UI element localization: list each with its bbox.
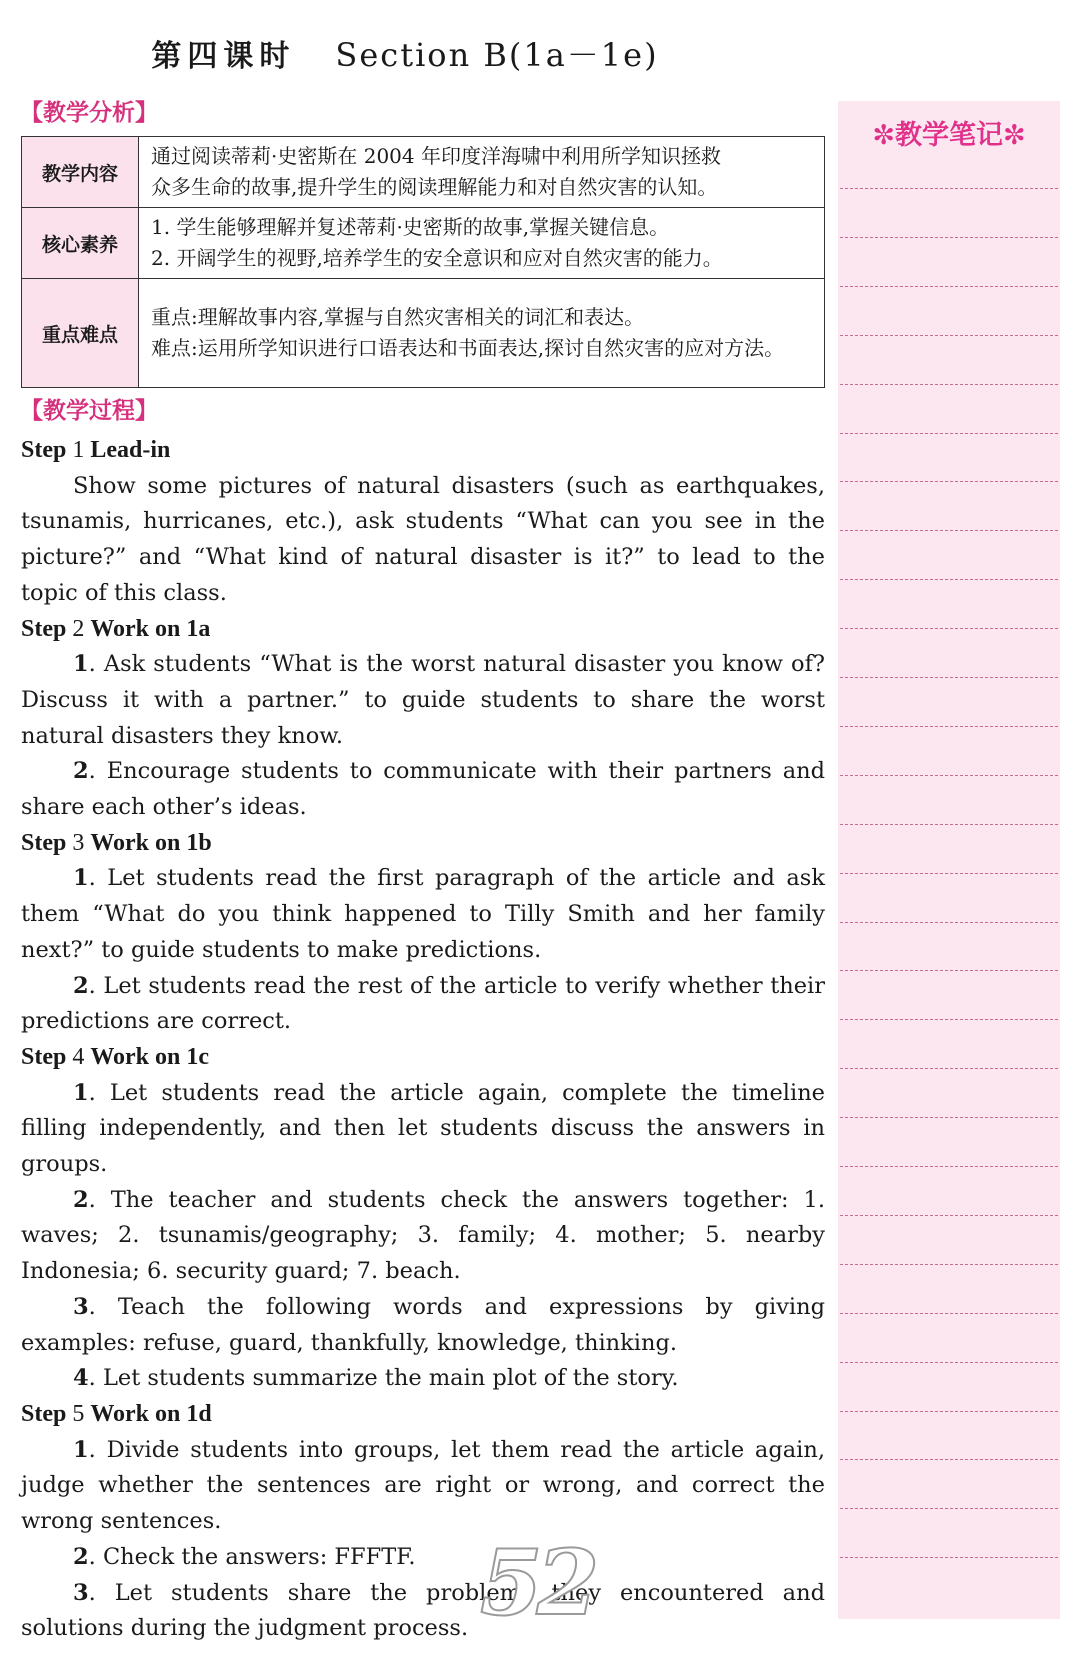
notes-line [840, 922, 1058, 923]
notes-line [840, 1215, 1058, 1216]
analysis-table [21, 136, 825, 388]
table-row [22, 137, 825, 208]
item-number: 2 [73, 1543, 89, 1570]
step-heading [21, 1040, 825, 1076]
page-number: 52 [480, 1530, 594, 1636]
notes-line [840, 188, 1058, 189]
notes-line [840, 873, 1058, 874]
notes-line [840, 1019, 1058, 1020]
item-number: 3 [73, 1293, 89, 1320]
notes-line [840, 1411, 1058, 1412]
notes-line [840, 1557, 1058, 1558]
step-heading [21, 1397, 825, 1433]
item-text: . The teacher and students check the answers together: 1. waves; 2. tsunamis/geography; 3. family; 4. mother; 5. nearby Indonesia; 6. security guard; 7. beach. [21, 1186, 825, 1285]
notes-line [840, 1264, 1058, 1265]
step-number: 1 [72, 437, 85, 463]
item-number: 3 [73, 1579, 89, 1606]
row-line: 通过阅读蒂莉·史密斯在 2004 年印度洋海啸中利用所学知识拯救 [151, 144, 721, 168]
step-paragraph [21, 754, 825, 825]
row-value [139, 208, 825, 279]
teaching-notes-column [838, 101, 1060, 1619]
notes-line [840, 726, 1058, 727]
step-paragraph [21, 861, 825, 968]
item-number: 2 [73, 758, 89, 785]
row-key: 重点难点 [22, 279, 139, 388]
notes-title: ✼教学笔记✼ [872, 120, 1026, 151]
table-row [22, 279, 825, 388]
step-paragraph [21, 1361, 825, 1397]
row-value [139, 279, 825, 388]
item-number: 1 [73, 1436, 89, 1463]
step-word: Step [21, 615, 67, 642]
notes-line [840, 824, 1058, 825]
notes-line [840, 433, 1058, 434]
item-text: . Let students share the problems they encountered and solutions during the judgment process. [21, 1579, 825, 1642]
step-heading [21, 826, 825, 862]
step-heading [21, 433, 825, 469]
step-number: 5 [72, 1400, 85, 1427]
item-text: . Ask students “What is the worst natural disaster you know of? Discuss it with a partner.” to guide students to share the worst natural disasters they know. [21, 651, 825, 749]
row-key: 核心素养 [22, 208, 139, 279]
step-paragraph [21, 1540, 825, 1576]
lesson-number: 第四课时 [151, 39, 296, 74]
step-title: Lead-in [90, 437, 171, 463]
notes-line [840, 286, 1058, 287]
row-line: 2. 开阔学生的视野,培养学生的安全意识和应对自然灾害的能力。 [151, 246, 723, 270]
notes-line [840, 1068, 1058, 1069]
row-key: 教学内容 [22, 137, 139, 208]
step-paragraph [21, 969, 825, 1040]
item-number: 4 [73, 1365, 89, 1392]
notes-line [840, 970, 1058, 971]
notes-line [840, 1166, 1058, 1167]
step-word: Step [21, 829, 67, 856]
notes-line [840, 579, 1058, 580]
notes-line [840, 628, 1058, 629]
notes-line [840, 530, 1058, 531]
step-word: Step [21, 1400, 67, 1427]
step-title: Work on 1b [90, 829, 212, 856]
step-number: 2 [72, 615, 85, 642]
step-title: Work on 1a [90, 615, 211, 642]
item-text: . Let students read the article again, complete the timeline filling independently, and then let students discuss the answers in groups. [21, 1079, 825, 1178]
row-line: 1. 学生能够理解并复述蒂莉·史密斯的故事,掌握关键信息。 [151, 215, 670, 239]
item-text: . Let students read the rest of the article to verify whether their predictions are correct. [21, 972, 825, 1035]
notes-line [840, 481, 1058, 482]
item-number: 1 [73, 865, 89, 892]
item-text: . Divide students into groups, let them read the article again, judge whether the sentences are right or wrong, and correct the wrong sentences. [21, 1436, 825, 1535]
step-number: 4 [72, 1043, 85, 1070]
step-word: Step [21, 1043, 67, 1070]
step-title: Work on 1d [90, 1400, 212, 1427]
item-text: . Check the answers: FFFTF. [88, 1543, 416, 1570]
notes-line [840, 1508, 1058, 1509]
process-content [21, 433, 825, 1647]
row-value [139, 137, 825, 208]
notes-line [840, 677, 1058, 678]
process-label: 【教学过程】 [20, 398, 158, 424]
item-number: 1 [73, 1079, 89, 1106]
step-word: Step [21, 437, 67, 463]
step-paragraph [21, 1576, 825, 1647]
notes-line [840, 1459, 1058, 1460]
notes-line [840, 335, 1058, 336]
notes-line [840, 1313, 1058, 1314]
notes-line [840, 775, 1058, 776]
step-paragraph [21, 1076, 825, 1183]
step-paragraph [21, 1433, 825, 1540]
item-text: . Encourage students to communicate with their partners and share each other’s ideas. [21, 758, 825, 821]
analysis-label: 【教学分析】 [20, 100, 158, 126]
page-title [0, 30, 810, 76]
item-text: . Teach the following words and expressions by giving examples: refuse, guard, thankfully, knowledge, thinking. [21, 1293, 825, 1356]
notes-line [840, 1362, 1058, 1363]
step-heading [21, 612, 825, 648]
step-number: 3 [72, 829, 85, 856]
notes-line [840, 1117, 1058, 1118]
step-paragraph [21, 647, 825, 754]
section-title: Section B(1a－1e) [335, 36, 659, 74]
row-line: 众多生命的故事,提升学生的阅读理解能力和对自然灾害的认知。 [151, 175, 718, 199]
item-number: 2 [73, 972, 89, 999]
item-text: . Let students summarize the main plot of the story. [88, 1365, 679, 1392]
notes-line [840, 384, 1058, 385]
step-title: Work on 1c [90, 1043, 210, 1070]
row-line: 难点:运用所学知识进行口语表达和书面表达,探讨自然灾害的应对方法。 [151, 336, 785, 360]
step-paragraph: Show some pictures of natural disasters (such as earthquakes, tsunamis, hurricanes, etc.), ask students “What can you see in the picture?” and “What kind of natural disaster is it?” to lead to the topic of this class. [21, 472, 825, 606]
step-paragraph [21, 1183, 825, 1290]
item-number: 2 [73, 1186, 89, 1213]
item-number: 1 [73, 651, 89, 678]
notes-line [840, 237, 1058, 238]
item-text: . Let students read the first paragraph of the article and ask them “What do you think happened to Tilly Smith and her family next?” to guide students to make predictions. [21, 865, 825, 963]
table-row [22, 208, 825, 279]
row-line: 重点:理解故事内容,掌握与自然灾害相关的词汇和表达。 [151, 305, 645, 329]
step-paragraph [21, 1290, 825, 1361]
